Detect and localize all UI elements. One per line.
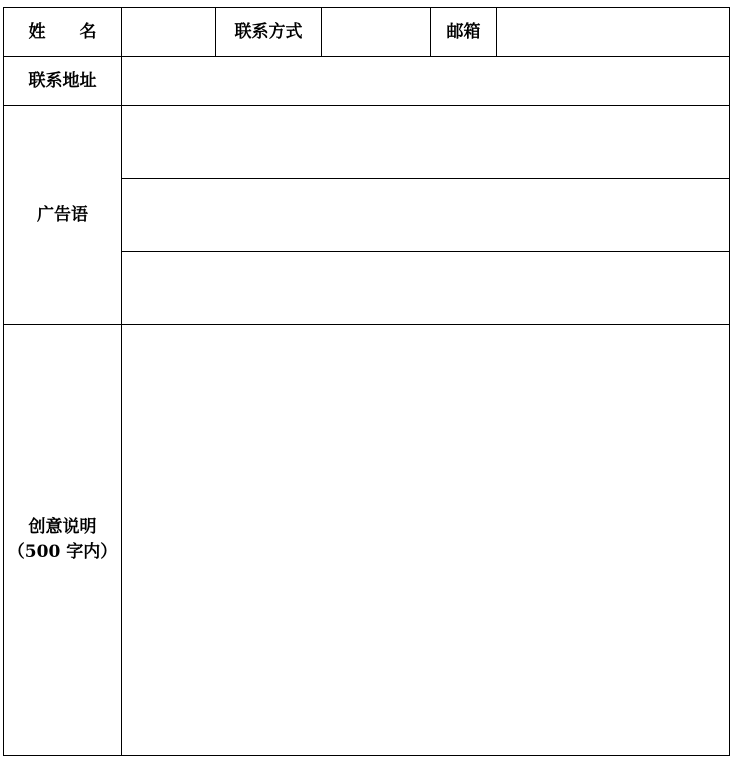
- email-label: 邮箱: [431, 8, 497, 57]
- name-field[interactable]: [122, 8, 216, 57]
- row-address: [4, 57, 730, 106]
- description-label-line1: 创意说明: [28, 517, 97, 538]
- name-label-left: 姓: [28, 21, 46, 42]
- slogan-field-1[interactable]: [122, 106, 730, 179]
- contact-field[interactable]: [322, 8, 431, 57]
- address-label: 联系地址: [4, 57, 122, 106]
- slogan-field-3[interactable]: [122, 252, 730, 325]
- description-label: [4, 325, 122, 756]
- address-field[interactable]: [122, 57, 730, 106]
- slogan-field-2[interactable]: [122, 179, 730, 252]
- row-description: [4, 325, 730, 756]
- row-slogan-1: [4, 106, 730, 179]
- description-label-line2: （500 字内）: [7, 542, 118, 562]
- description-field[interactable]: [122, 325, 730, 756]
- contact-label: 联系方式: [216, 8, 322, 57]
- name-label-right: 名: [79, 21, 97, 42]
- email-field[interactable]: [497, 8, 730, 57]
- entry-form-table: [3, 7, 730, 756]
- slogan-label: 广告语: [4, 106, 122, 325]
- name-label: [4, 8, 122, 57]
- row-basic-info: [4, 8, 730, 57]
